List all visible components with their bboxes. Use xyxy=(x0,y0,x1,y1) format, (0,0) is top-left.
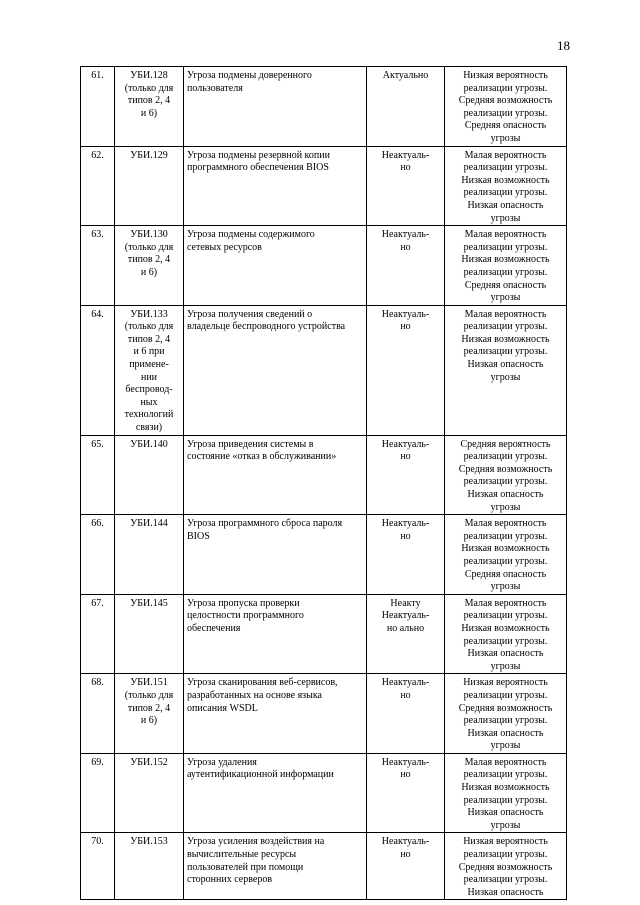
threat-name: Угроза подмены содержимого сетевых ресурсов xyxy=(184,226,367,306)
threat-actuality: Неактуаль- но xyxy=(367,435,445,515)
threat-name: Угроза программного сброса пароля BIOS xyxy=(184,515,367,595)
threat-name: Угроза получения сведений о владельце беспроводного устройства xyxy=(184,305,367,435)
threat-assessment: Малая вероятность реализации угрозы. Низкая возможность реализации угрозы. Средняя опасность угрозы xyxy=(445,515,567,595)
threat-id-cell xyxy=(115,833,184,900)
threat-actuality: Неактуаль- но xyxy=(367,226,445,306)
table-row xyxy=(81,67,567,147)
threat-id: УБИ.130 xyxy=(130,229,168,241)
threat-assessment: Малая вероятность реализации угрозы. Низкая возможность реализации угрозы. Низкая опасность угрозы xyxy=(445,305,567,435)
table-row xyxy=(81,674,567,754)
threat-actuality: Неактуаль- но xyxy=(367,833,445,900)
threat-id: УБИ.129 xyxy=(130,149,168,161)
row-number: 69. xyxy=(81,753,115,833)
threat-id-cell xyxy=(115,305,184,435)
row-number: 61. xyxy=(81,67,115,147)
threat-id: УБИ.145 xyxy=(130,597,168,609)
threat-assessment: Низкая вероятность реализации угрозы. Средняя возможность реализации угрозы. Низкая опасность угрозы xyxy=(445,674,567,754)
threats-table xyxy=(80,66,567,900)
table-row xyxy=(81,594,567,674)
threat-id-cell xyxy=(115,226,184,306)
threat-assessment: Средняя вероятность реализации угрозы. Средняя возможность реализации угрозы. Низкая опасность угрозы xyxy=(445,435,567,515)
threat-id-cell xyxy=(115,674,184,754)
table-row xyxy=(81,226,567,306)
threat-id-note: (только для типов 2, 4 и 6) xyxy=(124,241,174,278)
threat-id: УБИ.151 xyxy=(130,677,168,689)
threat-id-cell xyxy=(115,594,184,674)
threat-assessment: Малая вероятность реализации угрозы. Низкая возможность реализации угрозы. Низкая опасность угрозы xyxy=(445,594,567,674)
row-number: 66. xyxy=(81,515,115,595)
threat-id: УБИ.152 xyxy=(130,756,168,768)
threat-id-note: (только для типов 2, 4 и 6) xyxy=(124,82,174,119)
table-row xyxy=(81,146,567,226)
threat-name: Угроза сканирования веб-сервисов, разработанных на основе языка описания WSDL xyxy=(184,674,367,754)
table-row xyxy=(81,833,567,900)
threat-actuality: Неактуаль- но xyxy=(367,753,445,833)
row-number: 67. xyxy=(81,594,115,674)
table-row xyxy=(81,753,567,833)
threat-id: УБИ.153 xyxy=(130,836,168,848)
threat-id-note: (только для типов 2, 4 и 6 при примене- нии беспровод- ных технологий связи) xyxy=(124,321,174,434)
row-number: 64. xyxy=(81,305,115,435)
row-number: 70. xyxy=(81,833,115,900)
threat-id-cell xyxy=(115,146,184,226)
threat-name: Угроза усиления воздействия на вычислительные ресурсы пользователей при помощи сторонних серверов xyxy=(184,833,367,900)
threat-id-note: (только для типов 2, 4 и 6) xyxy=(124,689,174,727)
threat-name: Угроза приведения системы в состояние «отказ в обслуживании» xyxy=(184,435,367,515)
threat-name: Угроза удаления аутентификационной информации xyxy=(184,753,367,833)
threat-name: Угроза пропуска проверки целостности программного обеспечения xyxy=(184,594,367,674)
threat-assessment: Малая вероятность реализации угрозы. Низкая возможность реализации угрозы. Средняя опасность угрозы xyxy=(445,226,567,306)
threat-actuality: Неакту Неактуаль- но ально xyxy=(367,594,445,674)
row-number: 62. xyxy=(81,146,115,226)
threat-id-cell xyxy=(115,515,184,595)
threat-actuality: Актуально xyxy=(367,67,445,147)
threat-assessment: Низкая вероятность реализации угрозы. Средняя возможность реализации угрозы. Средняя опасность угрозы xyxy=(445,67,567,147)
threat-actuality: Неактуаль- но xyxy=(367,674,445,754)
threat-actuality: Неактуаль- но xyxy=(367,305,445,435)
row-number: 68. xyxy=(81,674,115,754)
threat-id-cell xyxy=(115,67,184,147)
page-number: 18 xyxy=(557,38,570,53)
threat-id-cell xyxy=(115,753,184,833)
row-number: 65. xyxy=(81,435,115,515)
threat-assessment: Малая вероятность реализации угрозы. Низкая возможность реализации угрозы. Низкая опасность угрозы xyxy=(445,146,567,226)
threat-assessment: Малая вероятность реализации угрозы. Низкая возможность реализации угрозы. Низкая опасность угрозы xyxy=(445,753,567,833)
threat-id: УБИ.140 xyxy=(130,438,168,450)
table-row xyxy=(81,515,567,595)
table-row xyxy=(81,435,567,515)
threat-actuality: Неактуаль- но xyxy=(367,515,445,595)
threat-name: Угроза подмены доверенного пользователя xyxy=(184,67,367,147)
threat-id-cell xyxy=(115,435,184,515)
table-row xyxy=(81,305,567,435)
row-number: 63. xyxy=(81,226,115,306)
threat-id: УБИ.144 xyxy=(130,518,168,530)
threat-assessment: Низкая вероятность реализации угрозы. Средняя возможность реализации угрозы. Низкая опасность xyxy=(445,833,567,900)
threat-id: УБИ.128 xyxy=(130,70,168,81)
threat-name: Угроза подмены резервной копии программного обеспечения BIOS xyxy=(184,146,367,226)
threat-id: УБИ.133 xyxy=(130,308,168,320)
threat-actuality: Неактуаль- но xyxy=(367,146,445,226)
